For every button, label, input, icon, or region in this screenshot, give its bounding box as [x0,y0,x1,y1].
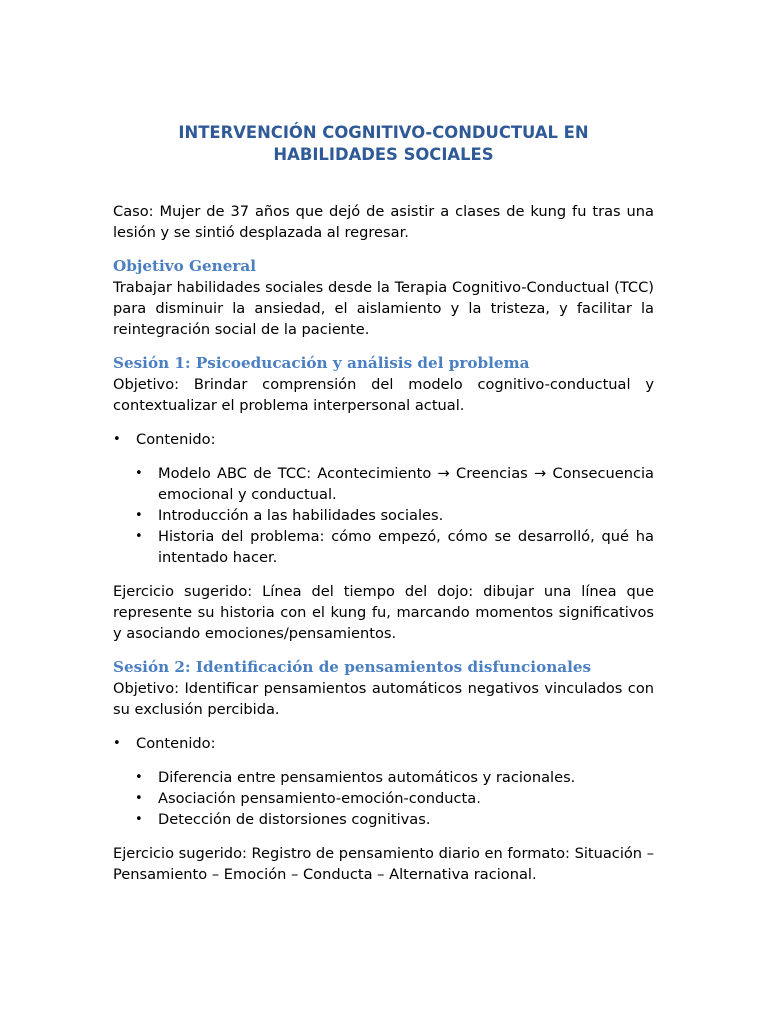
session-2-subitems [113,767,654,830]
session-2-content-label: Contenido: [136,735,216,752]
list-item [113,463,654,505]
session-1-heading: Sesión 1: Psicoeducación y análisis del problema [113,354,530,372]
general-objective-heading: Objetivo General [113,257,256,275]
session-2-content-list [113,733,654,754]
session-1-objective: Objetivo: Brindar comprensión del modelo cognitivo-conductual y contextualizar el problema interpersonal actual. [113,376,654,414]
bullet-icon: • [113,432,121,447]
list-item-text: Diferencia entre pensamientos automáticos y racionales. [158,769,576,786]
session-1-content-list [113,429,654,450]
list-item [113,767,654,788]
list-item-text: Historia del problema: cómo empezó, cómo se desarrolló, qué ha intentado hacer. [158,528,654,566]
title-line-2: HABILIDADES SOCIALES [273,145,494,164]
list-item [113,809,654,830]
case-description: Caso: Mujer de 37 años que dejó de asistir a clases de kung fu tras una lesión y se sintió desplazada al regresar. [113,203,654,241]
bullet-icon: • [135,791,143,806]
bullet-icon: • [135,770,143,785]
session-2-heading: Sesión 2: Identificación de pensamientos disfuncionales [113,658,592,676]
list-item [113,788,654,809]
session-1-content-label: Contenido: [136,431,216,448]
session-1-content-item [113,429,654,450]
list-item-text: Introducción a las habilidades sociales. [158,507,444,524]
session-2-objective: Objetivo: Identificar pensamientos automáticos negativos vinculados con su exclusión percibida. [113,680,654,718]
list-item-text: Asociación pensamiento-emoción-conducta. [158,790,481,807]
bullet-icon: • [135,508,143,523]
session-2-content-item [113,733,654,754]
list-item-text: Modelo ABC de TCC: Acontecimiento → Creencias → Consecuencia emocional y conductual. [158,465,654,503]
bullet-icon: • [135,466,143,481]
session-2-exercise: Ejercicio sugerido: Registro de pensamiento diario en formato: Situación – Pensamiento – Emoción – Conducta – Alternativa racional. [113,845,654,883]
bullet-icon: • [135,812,143,827]
list-item-text: Detección de distorsiones cognitivas. [158,811,431,828]
document-page [113,122,654,885]
document-title [113,122,654,166]
title-line-1: INTERVENCIÓN COGNITIVO-CONDUCTUAL EN [178,123,589,142]
general-objective-text: Trabajar habilidades sociales desde la Terapia Cognitivo-Conductual (TCC) para disminuir la ansiedad, el aislamiento y la tristeza, y facilitar la reintegración social de la paciente. [113,279,654,338]
bullet-icon: • [135,529,143,544]
list-item [113,505,654,526]
list-item [113,526,654,568]
session-1-exercise: Ejercicio sugerido: Línea del tiempo del dojo: dibujar una línea que represente su historia con el kung fu, marcando momentos significativos y asociando emociones/pensamientos. [113,583,654,642]
bullet-icon: • [113,736,121,751]
session-1-subitems [113,463,654,568]
